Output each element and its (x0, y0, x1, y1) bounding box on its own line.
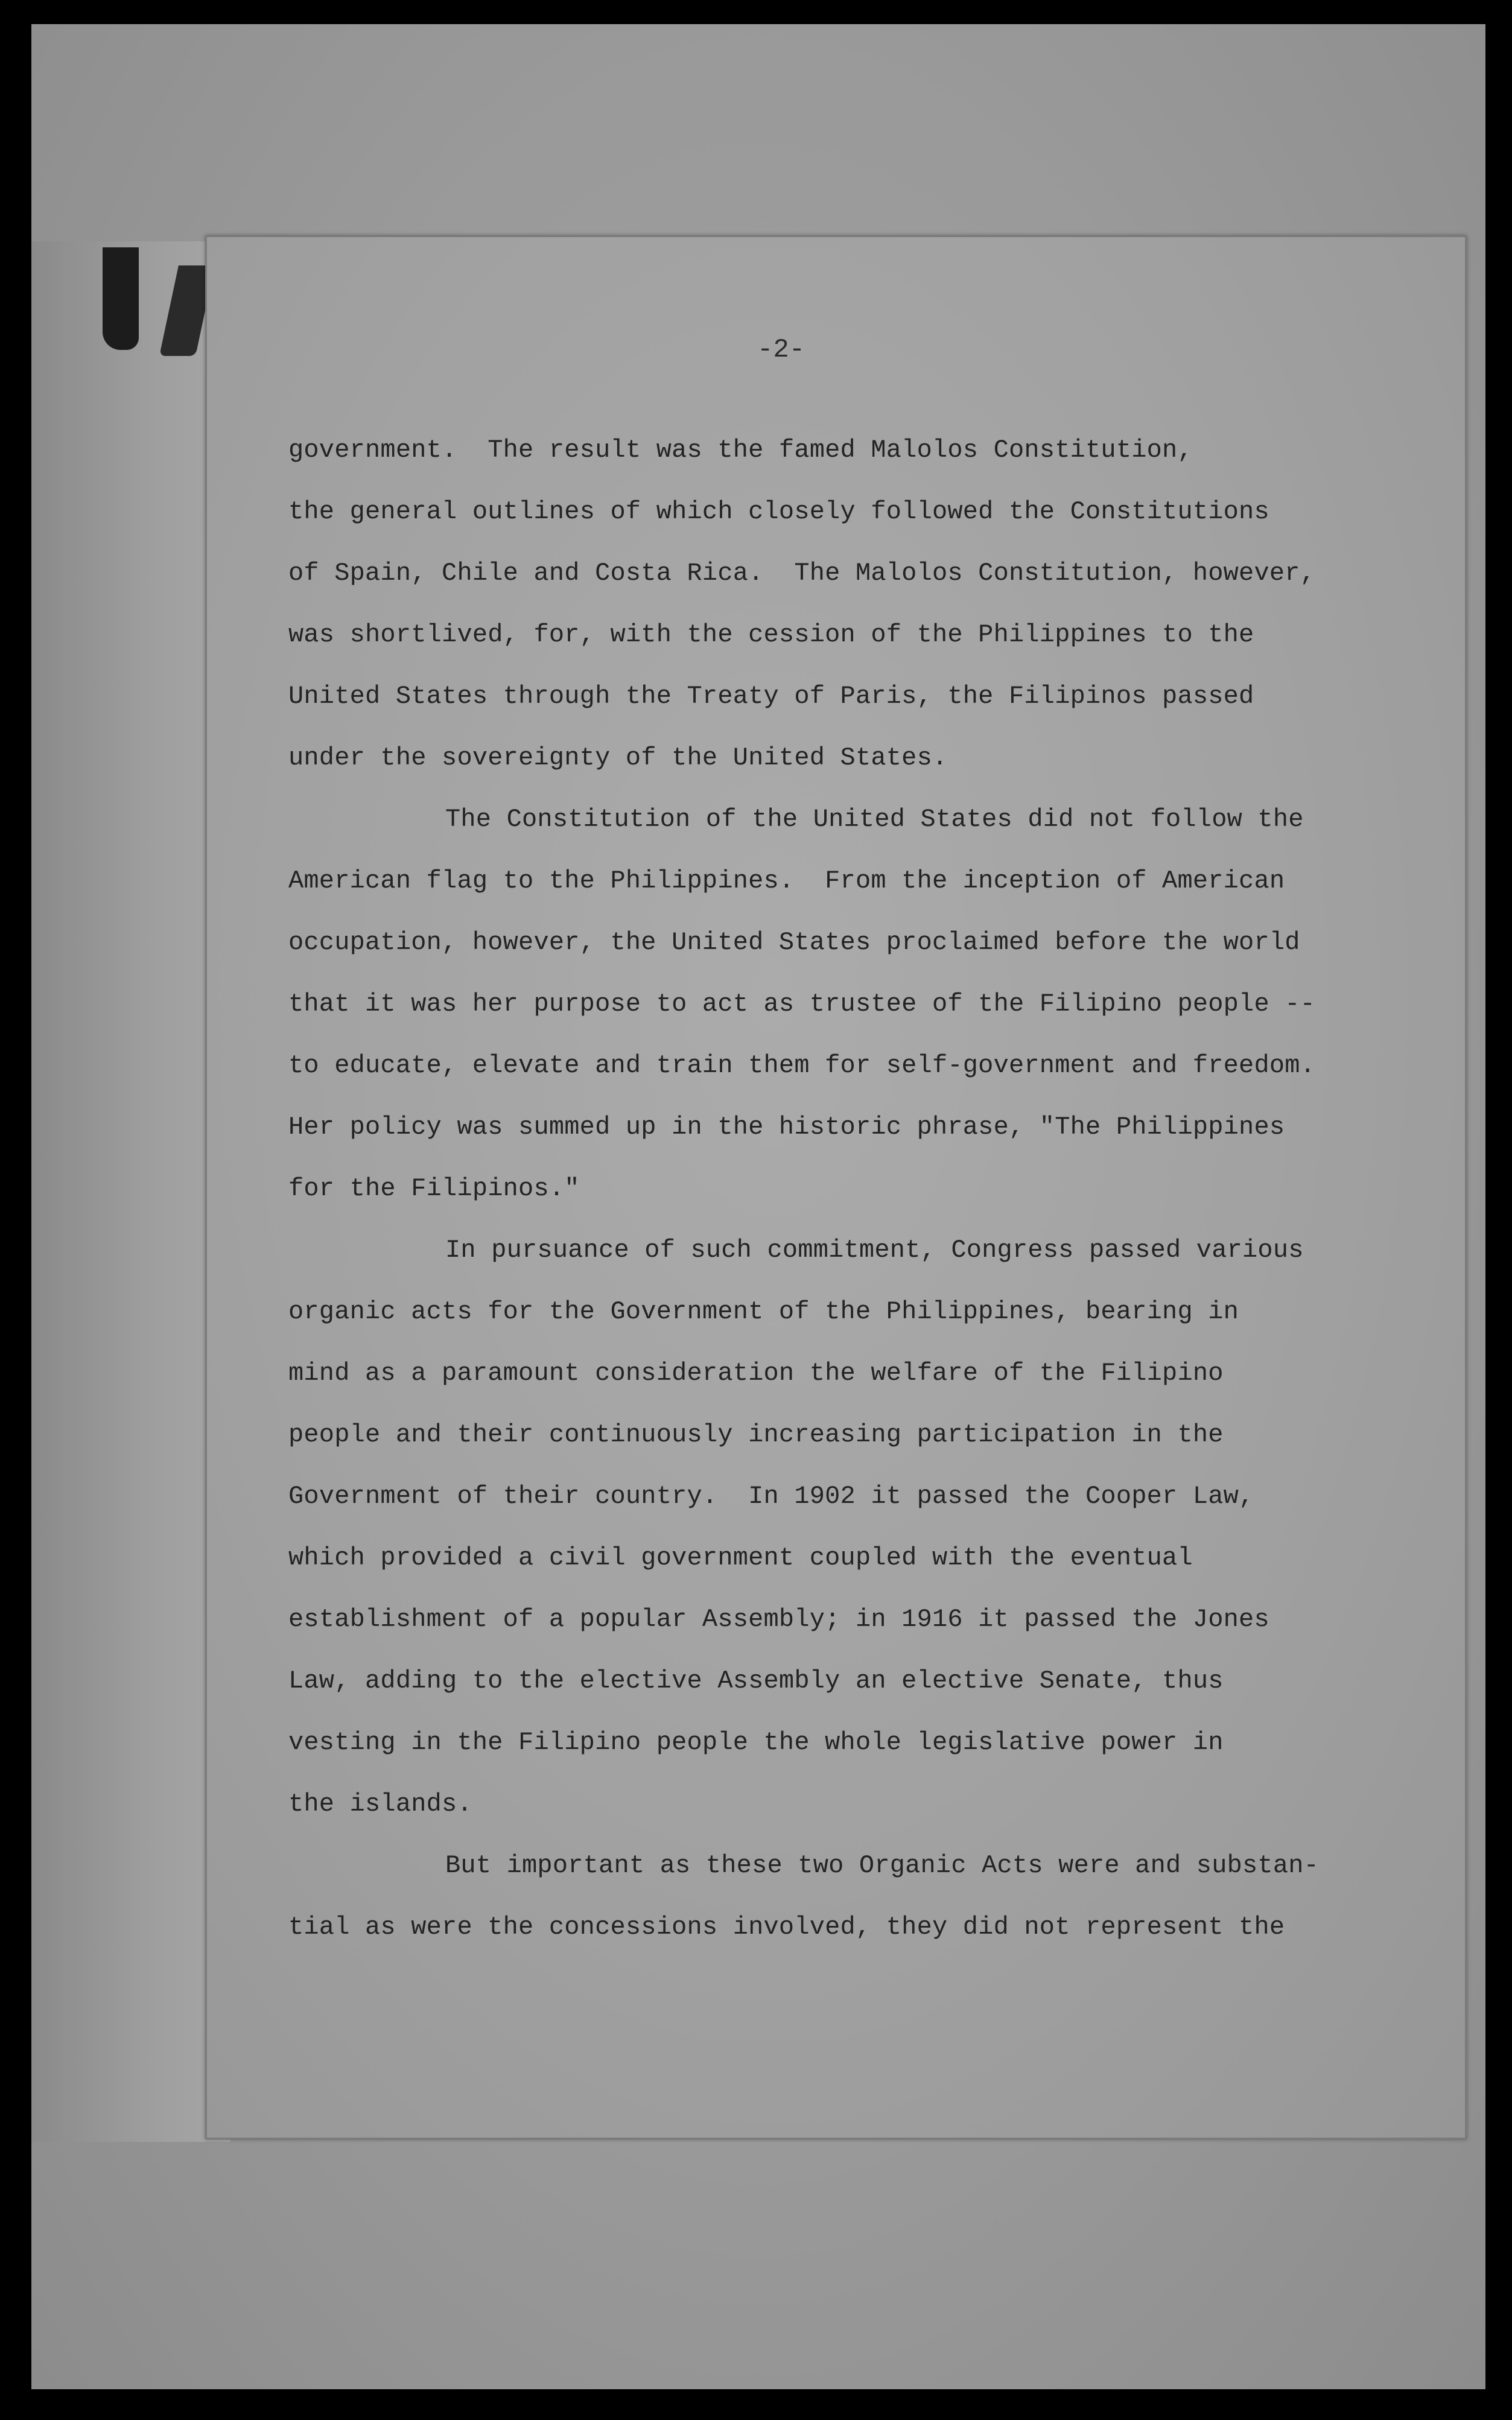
binder-clip-shadow (103, 247, 139, 350)
document-body (288, 419, 1350, 1958)
text-line: of Spain, Chile and Costa Rica. The Malolos Constitution, however, (288, 559, 1316, 588)
text-line: vesting in the Filipino people the whole legislative power in (288, 1728, 1224, 1757)
paragraph-1 (288, 419, 1350, 789)
underlying-sheet-edge (31, 241, 230, 2142)
text-line: the islands. (288, 1790, 472, 1818)
text-line: But important as these two Organic Acts were and substan- (445, 1851, 1320, 1880)
text-line: occupation, however, the United States proclaimed before the world (288, 928, 1300, 957)
text-line: Government of their country. In 1902 it passed the Cooper Law, (288, 1482, 1254, 1511)
text-line: to educate, elevate and train them for self-government and freedom. (288, 1051, 1316, 1080)
text-line: the general outlines of which closely followed the Constitutions (288, 497, 1269, 526)
paragraph-4 (288, 1835, 1350, 1958)
text-line: under the sovereignty of the United States. (288, 743, 948, 772)
text-line: people and their continuously increasing participation in the (288, 1420, 1224, 1449)
paragraph-3 (288, 1219, 1350, 1835)
text-line: establishment of a popular Assembly; in 1916 it passed the Jones (288, 1605, 1269, 1634)
text-line: United States through the Treaty of Paris, the Filipinos passed (288, 682, 1254, 711)
text-line: American flag to the Philippines. From the inception of American (288, 866, 1285, 895)
paragraph-2 (288, 789, 1350, 1219)
text-line: that it was her purpose to act as trustee of the Filipino people -- (288, 989, 1316, 1018)
text-line: government. The result was the famed Malolos Constitution, (288, 436, 1193, 465)
text-line: In pursuance of such commitment, Congress passed various (445, 1236, 1304, 1265)
text-line: Law, adding to the elective Assembly an elective Senate, thus (288, 1666, 1224, 1695)
text-line: mind as a paramount consideration the welfare of the Filipino (288, 1359, 1224, 1388)
text-line: The Constitution of the United States did not follow the (445, 805, 1304, 834)
text-line: was shortlived, for, with the cession of the Philippines to the (288, 620, 1254, 649)
text-line: organic acts for the Government of the Philippines, bearing in (288, 1297, 1239, 1326)
text-line: for the Filipinos." (288, 1174, 580, 1203)
text-line: Her policy was summed up in the historic phrase, "The Philippines (288, 1113, 1285, 1142)
text-line: tial as were the concessions involved, they did not represent the (288, 1913, 1285, 1942)
text-line: which provided a civil government coupled with the eventual (288, 1543, 1193, 1572)
page-number: -2- (757, 335, 805, 365)
